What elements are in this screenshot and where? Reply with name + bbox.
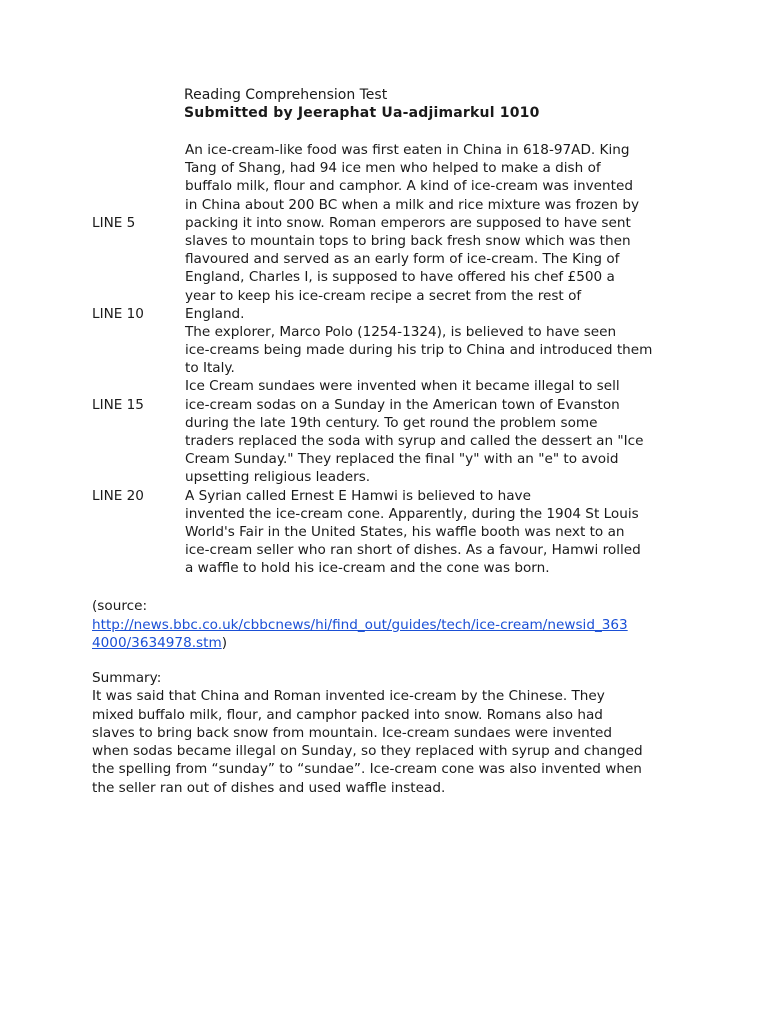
passage-text: invented the ice-cream cone. Apparently, during the 1904 St Louis <box>185 505 639 522</box>
passage-text: a waffle to hold his ice-cream and the cone was born. <box>185 560 550 577</box>
summary-line: the seller ran out of dishes and used waffle instead. <box>92 779 446 796</box>
passage-line <box>92 450 692 468</box>
passage-text: year to keep his ice-cream recipe a secret from the rest of <box>185 287 582 304</box>
line-number: LINE 15 <box>92 396 144 413</box>
passage-text: ice-cream seller who ran short of dishes. As a favour, Hamwi rolled <box>185 542 641 559</box>
passage-line <box>92 468 692 486</box>
passage-line <box>92 359 692 377</box>
passage-line <box>92 377 692 395</box>
source-citation <box>92 597 692 653</box>
source-link-line1: http://news.bbc.co.uk/cbbcnews/hi/find_out/guides/tech/ice-cream/newsid_363 <box>92 616 628 633</box>
source-prefix: (source: <box>92 598 148 614</box>
summary-line: the spelling from “sunday” to “sundae”. Ice-cream cone was also invented when <box>92 761 642 778</box>
passage-text: An ice-cream-like food was first eaten in China in 618-97AD. King <box>185 142 630 158</box>
passage-line <box>92 341 692 359</box>
summary-line: when sodas became illegal on Sunday, so they replaced with syrup and changed <box>92 743 643 760</box>
passage-line <box>92 505 692 523</box>
line-number: LINE 5 <box>92 214 136 231</box>
passage-text: A Syrian called Ernest E Hamwi is believed to have <box>185 487 531 504</box>
header <box>184 86 540 122</box>
passage-text: traders replaced the soda with syrup and called the dessert an "Ice <box>185 433 644 449</box>
passage-text: Cream Sunday." They replaced the final "y" with an "e" to avoid <box>185 451 619 468</box>
passage-text: ice-creams being made during his trip to China and introduced them <box>185 342 653 359</box>
passage-line <box>92 432 692 450</box>
passage-text: Ice Cream sundaes were invented when it became illegal to sell <box>185 378 620 395</box>
passage-line <box>92 250 692 268</box>
line-number: LINE 10 <box>92 305 144 322</box>
passage-text: to Italy. <box>185 360 235 377</box>
source-link[interactable] <box>92 617 628 652</box>
passage-text: England. <box>185 305 245 322</box>
passage-text: World's Fair in the United States, his waffle booth was next to an <box>185 523 625 540</box>
passage-text: in China about 200 BC when a milk and rice mixture was frozen by <box>185 196 640 213</box>
passage-line <box>92 214 692 232</box>
source-link-line2: 4000/3634978.stm <box>92 635 222 651</box>
passage-text: buffalo milk, flour and camphor. A kind of ice-cream was invented <box>185 178 633 195</box>
passage-line <box>92 159 692 177</box>
passage-text: The explorer, Marco Polo (1254-1324), is believed to have seen <box>185 323 617 340</box>
passage-line <box>92 559 692 577</box>
passage-text: flavoured and served as an early form of ice-cream. The King of <box>185 251 620 268</box>
passage-text: packing it into snow. Roman emperors are supposed to have sent <box>185 214 631 231</box>
line-number: LINE 20 <box>92 487 144 504</box>
passage-text: upsetting religious leaders. <box>185 469 371 486</box>
summary-line: mixed buffalo milk, flour, and camphor packed into snow. Romans also had <box>92 706 603 723</box>
document-title: Reading Comprehension Test <box>184 87 388 103</box>
passage-line <box>92 396 692 414</box>
passage-line <box>92 541 692 559</box>
passage-line <box>92 487 692 505</box>
source-suffix: ) <box>221 635 228 651</box>
summary-line: slaves to bring back snow from mountain. Ice-cream sundaes were invented <box>92 724 613 741</box>
passage-line <box>92 287 692 305</box>
passage-line <box>92 323 692 341</box>
passage-text: Tang of Shang, had 94 ice men who helped to make a dish of <box>185 160 601 177</box>
passage-text: slaves to mountain tops to bring back fresh snow which was then <box>185 232 631 249</box>
passage-line <box>92 177 692 195</box>
summary-heading: Summary: <box>92 670 162 686</box>
summary <box>92 669 692 797</box>
passage-text: England, Charles I, is supposed to have offered his chef £500 a <box>185 269 615 286</box>
passage-line <box>92 196 692 214</box>
passage <box>92 141 692 578</box>
document-subtitle: Submitted by Jeeraphat Ua-adjimarkul 1010 <box>184 105 540 121</box>
passage-line <box>92 232 692 250</box>
passage-line <box>92 141 692 159</box>
passage-text: ice-cream sodas on a Sunday in the American town of Evanston <box>185 396 620 413</box>
passage-text: during the late 19th century. To get round the problem some <box>185 414 598 431</box>
summary-line: It was said that China and Roman invented ice-cream by the Chinese. They <box>92 688 605 705</box>
passage-line <box>92 523 692 541</box>
passage-line <box>92 414 692 432</box>
passage-line <box>92 268 692 286</box>
passage-line <box>92 305 692 323</box>
